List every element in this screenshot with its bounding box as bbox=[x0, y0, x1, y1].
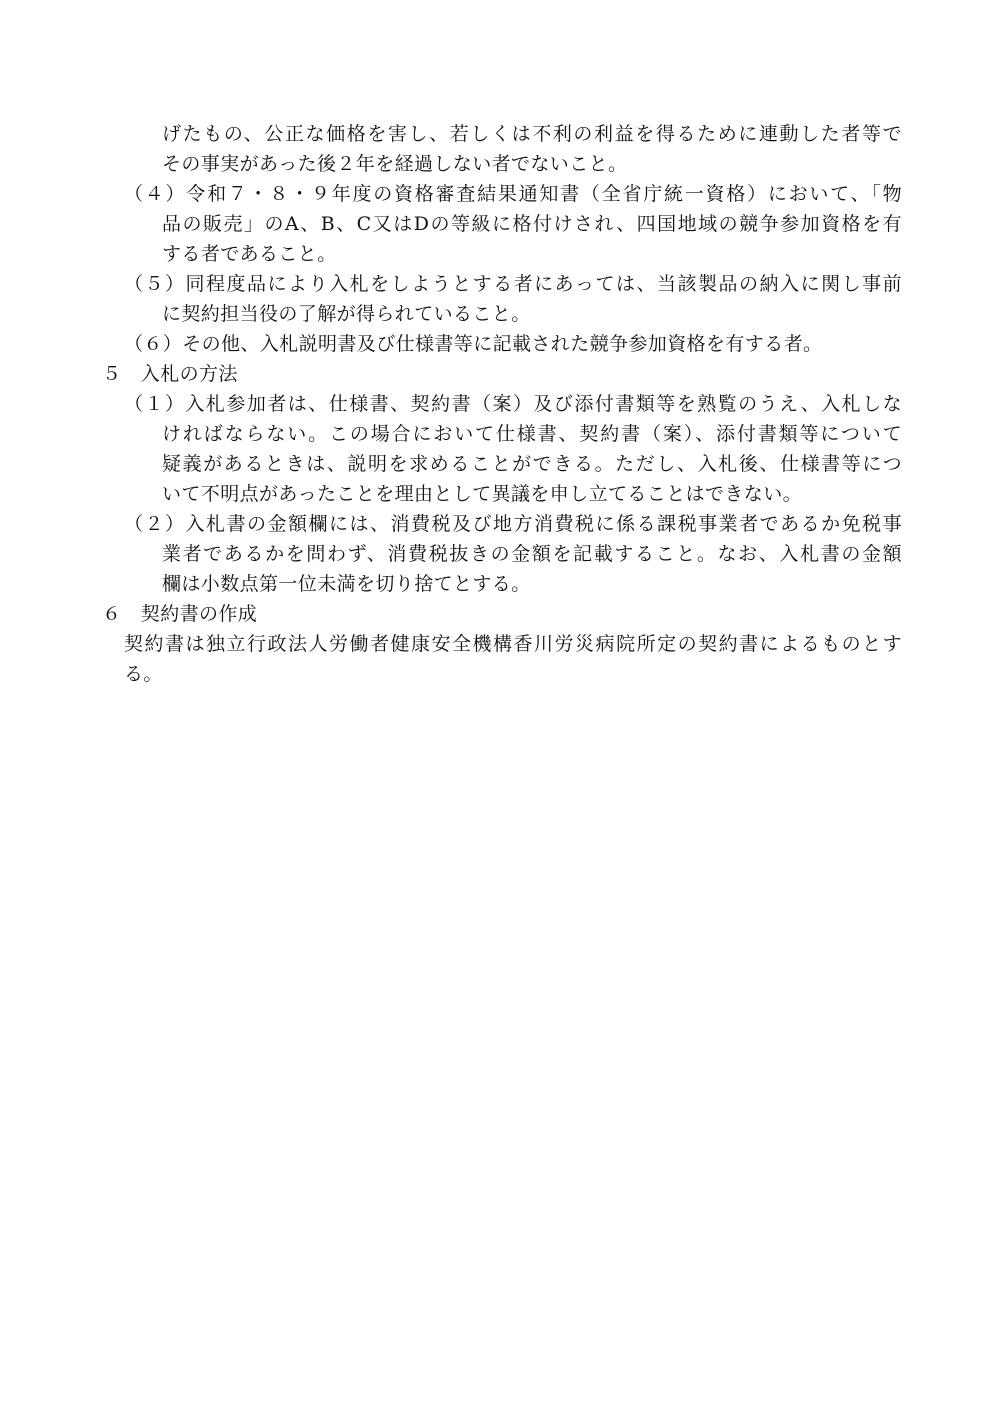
text-line: に契約担当役の了解が得られていること。 bbox=[162, 303, 531, 325]
section-heading: ５ 入札の方法 bbox=[102, 363, 238, 385]
text-line: る。 bbox=[124, 663, 163, 685]
text-line: （５）同程度品により入札をしようとする者にあっては、当該製品の納入に関し事前 bbox=[124, 273, 902, 295]
text-line: （６）その他、入札説明書及び仕様書等に記載された競争参加資格を有する者。 bbox=[124, 333, 823, 355]
text-line: （４）令和７・８・９年度の資格審査結果通知書（全省庁統一資格）において、「物 bbox=[124, 183, 902, 205]
text-line: いて不明点があったことを理由として異議を申し立てることはできない。 bbox=[162, 483, 803, 505]
text-line: 品の販売」のA、B、C又はDの等級に格付けされ、四国地域の競争参加資格を有 bbox=[162, 213, 902, 235]
text-line: 業者であるかを問わず、消費税抜きの金額を記載すること。なお、入札書の金額 bbox=[162, 543, 902, 565]
text-line: 契約書は独立行政法人労働者健康安全機構香川労災病院所定の契約書によるものとす bbox=[124, 633, 902, 655]
text-line: ければならない。この場合において仕様書、契約書（案）、添付書類等について bbox=[162, 423, 902, 445]
text-line: 疑義があるときは、説明を求めることができる。ただし、入札後、仕様書等につ bbox=[162, 453, 902, 475]
text-line: 欄は小数点第一位未満を切り捨てとする。 bbox=[162, 573, 531, 595]
section-heading: ６ 契約書の作成 bbox=[102, 603, 258, 625]
text-line: その事実があった後２年を経過しない者でないこと。 bbox=[162, 153, 628, 175]
text-line: （１）入札参加者は、仕様書、契約書（案）及び添付書類等を熟覧のうえ、入札しな bbox=[124, 393, 902, 415]
text-line: （２）入札書の金額欄には、消費税及び地方消費税に係る課税事業者であるか免税事 bbox=[124, 513, 902, 535]
text-line: する者であること。 bbox=[162, 243, 337, 265]
text-line: げたもの、公正な価格を害し、若しくは不利の利益を得るために連動した者等で bbox=[162, 123, 902, 145]
